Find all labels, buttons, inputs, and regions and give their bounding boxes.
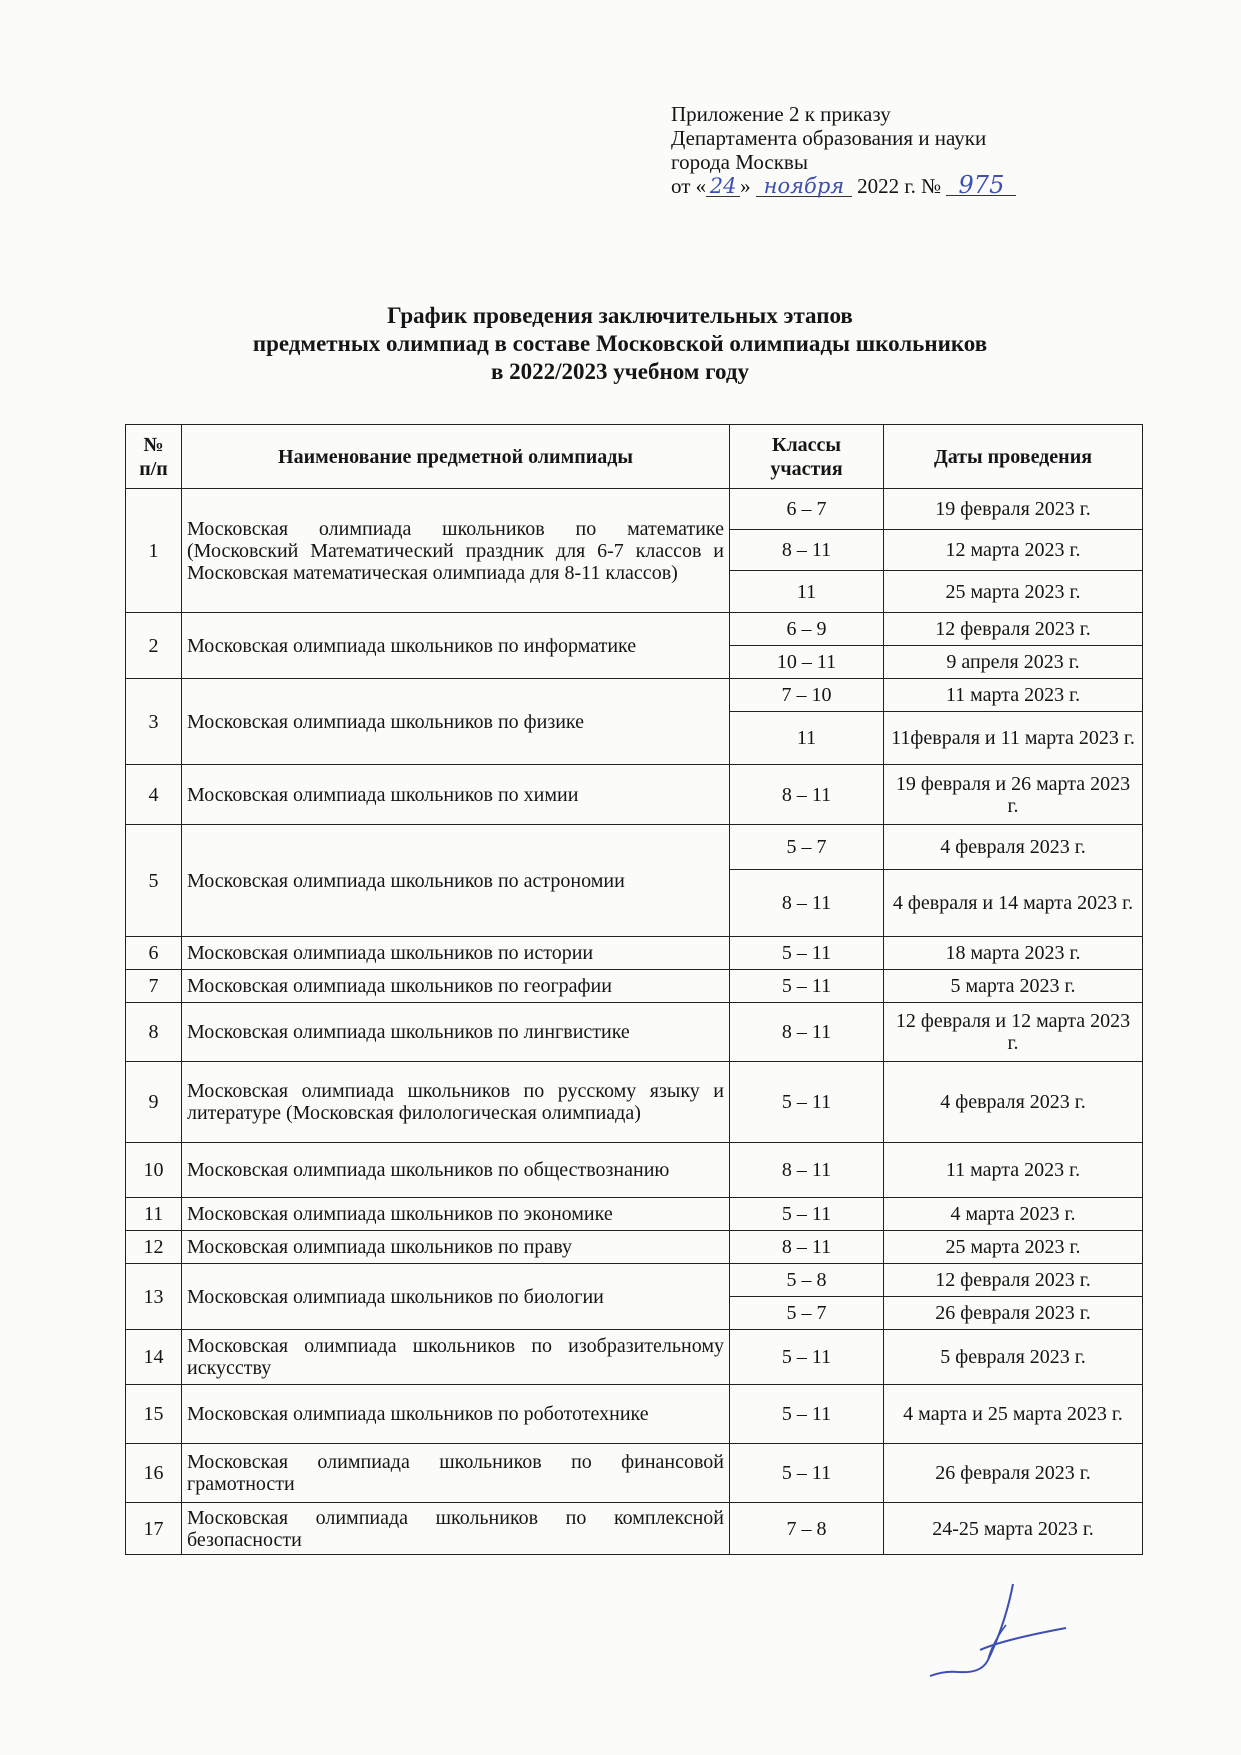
classes-cell: 7 – 8 (730, 1503, 884, 1555)
row-number: 10 (126, 1143, 182, 1198)
classes-cell: 5 – 11 (730, 970, 884, 1003)
title-line-1: График проведения заключительных этапов (387, 303, 853, 328)
appendix-header (671, 102, 1016, 198)
table-row (126, 1198, 1143, 1231)
olympiad-name: Московская олимпиада школьников по экономике (182, 1198, 730, 1231)
table-row (126, 1264, 1143, 1297)
classes-cell: 10 – 11 (730, 646, 884, 679)
schedule-table (125, 424, 1143, 1555)
olympiad-name: Московская олимпиада школьников по лингвистике (182, 1003, 730, 1062)
dates-cell: 19 февраля 2023 г. (884, 489, 1143, 530)
order-day-handwritten: 24 (706, 176, 740, 197)
classes-cell: 5 – 11 (730, 937, 884, 970)
olympiad-name: Московская олимпиада школьников по биологии (182, 1264, 730, 1330)
classes-cell: 6 – 7 (730, 489, 884, 530)
row-number: 7 (126, 970, 182, 1003)
dates-cell: 25 марта 2023 г. (884, 1231, 1143, 1264)
title-line-3: в 2022/2023 учебном году (490, 359, 750, 384)
row-number: 4 (126, 765, 182, 825)
classes-cell: 5 – 11 (730, 1444, 884, 1503)
dates-cell: 19 февраля и 26 марта 2023 г. (884, 765, 1143, 825)
dates-cell: 18 марта 2023 г. (884, 937, 1143, 970)
row-number: 8 (126, 1003, 182, 1062)
olympiad-name: Московская олимпиада школьников по праву (182, 1231, 730, 1264)
classes-cell: 8 – 11 (730, 1231, 884, 1264)
olympiad-name: Московская олимпиада школьников по истории (182, 937, 730, 970)
olympiad-name: Московская олимпиада школьников по русскому языку и литературе (Московская филологическая олимпиада) (182, 1062, 730, 1143)
dates-cell: 24-25 марта 2023 г. (884, 1503, 1143, 1555)
dates-cell: 26 февраля 2023 г. (884, 1297, 1143, 1330)
order-prefix: от « (671, 174, 707, 198)
classes-cell: 5 – 11 (730, 1330, 884, 1385)
olympiad-name: Московская олимпиада школьников по астрономии (182, 825, 730, 937)
row-number: 15 (126, 1385, 182, 1444)
olympiad-name: Московская олимпиада школьников по обществознанию (182, 1143, 730, 1198)
dates-cell: 4 марта и 25 марта 2023 г. (884, 1385, 1143, 1444)
dates-cell: 12 февраля 2023 г. (884, 613, 1143, 646)
classes-cell: 6 – 9 (730, 613, 884, 646)
row-number: 6 (126, 937, 182, 970)
classes-cell: 5 – 11 (730, 1062, 884, 1143)
appendix-line-3: города Москвы (671, 150, 808, 174)
table-row (126, 1231, 1143, 1264)
dates-cell: 12 февраля и 12 марта 2023 г. (884, 1003, 1143, 1062)
dates-cell: 5 марта 2023 г. (884, 970, 1143, 1003)
table-row (126, 765, 1143, 825)
appendix-line-2: Департамента образования и науки (671, 126, 987, 150)
row-number: 1 (126, 489, 182, 613)
olympiad-name: Московская олимпиада школьников по информатике (182, 613, 730, 679)
row-number: 2 (126, 613, 182, 679)
row-number: 12 (126, 1231, 182, 1264)
table-row (126, 613, 1143, 646)
table-header-row (126, 425, 1143, 489)
dates-cell: 26 февраля 2023 г. (884, 1444, 1143, 1503)
classes-cell: 5 – 7 (730, 1297, 884, 1330)
olympiad-name: Московская олимпиада школьников по математике (Московский Математический праздник для 6-7 классов и Московская математическая олимпиада для 8-11 классов) (182, 489, 730, 613)
table-row (126, 1444, 1143, 1503)
classes-cell: 5 – 11 (730, 1385, 884, 1444)
dates-cell: 4 марта 2023 г. (884, 1198, 1143, 1231)
table-row (126, 1003, 1143, 1062)
row-number: 14 (126, 1330, 182, 1385)
title-line-2: предметных олимпиад в составе Московской олимпиады школьников (252, 331, 988, 356)
order-year: 2022 г. № (857, 174, 942, 198)
olympiad-name: Московская олимпиада школьников по робототехнике (182, 1385, 730, 1444)
dates-cell: 9 апреля 2023 г. (884, 646, 1143, 679)
dates-cell: 4 февраля 2023 г. (884, 825, 1143, 870)
header-number: № п/п (126, 425, 182, 489)
olympiad-name: Московская олимпиада школьников по химии (182, 765, 730, 825)
dates-cell: 4 февраля и 14 марта 2023 г. (884, 870, 1143, 937)
olympiad-name: Московская олимпиада школьников по финансовой грамотности (182, 1444, 730, 1503)
table-row (126, 679, 1143, 712)
dates-cell: 25 марта 2023 г. (884, 571, 1143, 613)
header-classes: Классы участия (730, 425, 884, 489)
row-number: 17 (126, 1503, 182, 1555)
olympiad-name: Московская олимпиада школьников по географии (182, 970, 730, 1003)
row-number: 13 (126, 1264, 182, 1330)
classes-cell: 11 (730, 571, 884, 613)
classes-cell: 8 – 11 (730, 1143, 884, 1198)
table-row (126, 489, 1143, 530)
dates-cell: 12 марта 2023 г. (884, 530, 1143, 571)
classes-cell: 7 – 10 (730, 679, 884, 712)
row-number: 5 (126, 825, 182, 937)
olympiad-name: Московская олимпиада школьников по физике (182, 679, 730, 765)
classes-cell: 5 – 8 (730, 1264, 884, 1297)
olympiad-name: Московская олимпиада школьников по изобразительному искусству (182, 1330, 730, 1385)
table-row (126, 1503, 1143, 1555)
order-line (671, 171, 1016, 199)
dates-cell: 12 февраля 2023 г. (884, 1264, 1143, 1297)
dates-cell: 11 марта 2023 г. (884, 1143, 1143, 1198)
classes-cell: 8 – 11 (730, 530, 884, 571)
row-number: 3 (126, 679, 182, 765)
order-mid: » (740, 174, 751, 198)
row-number: 11 (126, 1198, 182, 1231)
dates-cell: 5 февраля 2023 г. (884, 1330, 1143, 1385)
dates-cell: 11февраля и 11 марта 2023 г. (884, 712, 1143, 765)
table-row (126, 1330, 1143, 1385)
row-number: 9 (126, 1062, 182, 1143)
table-row (126, 1143, 1143, 1198)
dates-cell: 4 февраля 2023 г. (884, 1062, 1143, 1143)
table-row (126, 825, 1143, 870)
order-number-handwritten: 975 (946, 175, 1016, 196)
classes-cell: 8 – 11 (730, 870, 884, 937)
table-row (126, 937, 1143, 970)
header-olympiad-name: Наименование предметной олимпиады (182, 425, 730, 489)
classes-cell: 5 – 11 (730, 1198, 884, 1231)
table-body (126, 489, 1143, 1555)
signature-icon (928, 1580, 1078, 1680)
classes-cell: 8 – 11 (730, 1003, 884, 1062)
header-dates: Даты проведения (884, 425, 1143, 489)
dates-cell: 11 марта 2023 г. (884, 679, 1143, 712)
table-row (126, 1062, 1143, 1143)
table-row (126, 1385, 1143, 1444)
classes-cell: 11 (730, 712, 884, 765)
table-row (126, 970, 1143, 1003)
olympiad-name: Московская олимпиада школьников по комплексной безопасности (182, 1503, 730, 1555)
appendix-line-1: Приложение 2 к приказу (671, 102, 891, 126)
row-number: 16 (126, 1444, 182, 1503)
classes-cell: 8 – 11 (730, 765, 884, 825)
document-title (120, 302, 1120, 386)
order-month-handwritten: ноября (756, 176, 852, 197)
classes-cell: 5 – 7 (730, 825, 884, 870)
